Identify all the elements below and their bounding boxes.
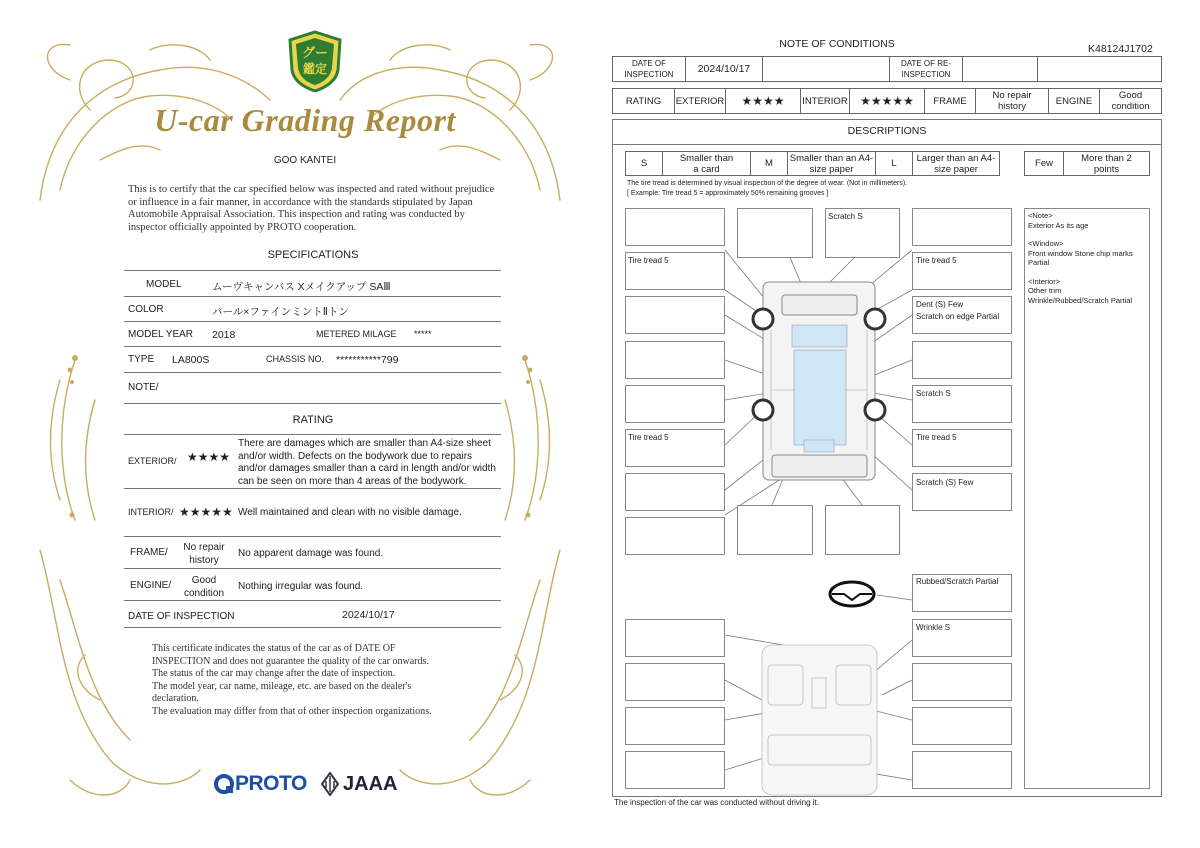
frame-label: FRAME — [924, 88, 976, 114]
legend-s: S — [625, 151, 663, 176]
damage-box — [625, 517, 725, 555]
damage-box — [825, 505, 900, 555]
rule — [124, 627, 501, 628]
exterior-label: EXTERIOR — [674, 88, 726, 114]
chassis-label: CHASSIS NO. — [266, 354, 325, 364]
footer-line: This certificate indicates the status of the car as of DATE OF — [152, 643, 396, 654]
blank-cell — [762, 56, 890, 82]
badge-top-text: グー — [301, 45, 328, 60]
type-value: LA800S — [172, 354, 210, 366]
frame-value: No repair history — [975, 88, 1049, 114]
damage-box — [625, 707, 725, 745]
inspection-footer: The inspection of the car was conducted without driving it. — [614, 798, 819, 807]
engine-value: Good condition — [183, 575, 225, 599]
interior-label: INTERIOR/ — [128, 507, 174, 517]
damage-box — [737, 505, 813, 555]
damage-box — [912, 208, 1012, 246]
label-text: DATE OF RE-INSPECTION — [900, 59, 952, 79]
specifications-heading: SPECIFICATIONS — [267, 249, 359, 261]
proto-mark-icon — [213, 773, 235, 795]
footer-line: The evaluation may differ from that of other inspection organizations. — [152, 705, 432, 717]
scratch-top-label: Scratch S — [828, 212, 863, 221]
window-text: Front window Stone chip marks Partial — [1028, 248, 1133, 267]
damage-box — [625, 751, 725, 789]
rating-label: RATING — [612, 88, 675, 114]
legend-s-desc: Smaller than a card — [662, 151, 751, 176]
legend-l-desc: Larger than an A4-size paper — [912, 151, 1000, 176]
rule — [124, 270, 501, 271]
frame-description: No apparent damage was found. — [238, 548, 384, 559]
damage-box — [625, 208, 725, 246]
damage-box — [625, 619, 725, 657]
damage-box — [625, 385, 725, 423]
certification-intro: This is to certify that the car specified below was inspected and rated without prejudice or influence in a fair manner, in accordance with the standards stipulated by Japan Automobile Appraisal Association. This inspection and rating was conducted by inspector officially appointed by PROTO cooperation. — [128, 184, 495, 233]
wrinkle-label: Wrinkle S — [916, 623, 951, 632]
damage-box — [625, 473, 725, 511]
notes-content — [1028, 211, 1148, 305]
rule — [124, 403, 501, 404]
proto-logo — [213, 771, 307, 797]
rating-heading: RATING — [292, 414, 334, 426]
report-subtitle: GOO KANTEI — [273, 155, 337, 166]
interior-stars: ★★★★★ — [849, 88, 925, 114]
jaaa-logo-text: JAAA — [343, 772, 398, 795]
label-text: DATE OF INSPECTION — [624, 59, 674, 79]
document-id: K48124J1702 — [1088, 43, 1153, 55]
frame-value: No repair history — [183, 542, 225, 566]
frame-label: FRAME/ — [130, 547, 168, 558]
damage-box — [912, 341, 1012, 379]
rule — [124, 488, 501, 489]
exterior-stars: ★★★★ — [725, 88, 801, 114]
reinspection-value — [962, 56, 1038, 82]
model-value: ムーヴキャンバス Xメイクアップ SAⅢ — [212, 281, 391, 293]
footer-line: The status of the car may change after the date of inspection. — [152, 668, 396, 679]
proto-logo-text: PROTO — [235, 772, 307, 795]
certificate-footer — [152, 643, 492, 718]
engine-description: Nothing irregular was found. — [238, 581, 364, 592]
descriptions-title: DESCRIPTIONS — [847, 125, 927, 137]
rule — [124, 346, 501, 347]
rule — [124, 434, 501, 435]
damage-box — [912, 663, 1012, 701]
blank-cell — [1037, 56, 1162, 82]
report-title: U-car Grading Report — [154, 102, 456, 138]
interior-title: <Interior> — [1028, 276, 1061, 286]
tread-note: The tire tread is determined by visual inspection of the degree of wear. (Not in millimeters). — [627, 180, 908, 187]
scratch-few-label: Scratch (S) Few — [916, 478, 974, 487]
mileage-label: METERED MILAGE — [316, 329, 397, 339]
date-inspection-label — [612, 56, 686, 82]
engine-label: ENGINE — [1048, 88, 1100, 114]
legend-l: L — [875, 151, 913, 176]
footer-line: declaration. — [152, 693, 199, 704]
legend-few-desc: More than 2 points — [1063, 151, 1150, 176]
wheel-rub-label: Rubbed/Scratch Partial — [916, 577, 999, 586]
rule — [124, 296, 501, 297]
rule — [124, 321, 501, 322]
badge-bottom-text: 鑑定 — [302, 62, 327, 76]
damage-box — [625, 341, 725, 379]
date-inspection-value: 2024/10/17 — [685, 56, 763, 82]
dent-text: Dent (S) Few — [916, 300, 964, 309]
interior-description: Well maintained and clean with no visible damage. — [238, 507, 462, 518]
damage-box — [912, 751, 1012, 789]
exterior-label: EXTERIOR/ — [128, 456, 177, 466]
color-value: パール×ファインミントⅡトン — [212, 306, 349, 318]
legend-few: Few — [1024, 151, 1064, 176]
goo-kantei-badge — [286, 30, 344, 92]
scratch-edge-text: Scratch on edge Partial — [916, 312, 1000, 321]
tire-fr-label: Tire tread 5 — [916, 256, 957, 265]
tire-rr-label: Tire tread 5 — [916, 433, 957, 442]
scratch-r-label: Scratch S — [916, 389, 951, 398]
interior-label: INTERIOR — [800, 88, 850, 114]
model-year-label: MODEL YEAR — [128, 329, 194, 340]
exterior-description: There are damages which are smaller than A4-size sheet and/or width. Defects on the bodywork due to repairs and/or damages smaller than a card in length and/or width can be seen on more than 4 areas of the bodywork. — [238, 438, 496, 487]
footer-line: INSPECTION and does not guarantee the quality of the car onwards. — [152, 655, 429, 667]
dent-label — [916, 300, 999, 322]
chassis-value: ***********799 — [336, 354, 399, 366]
date-of-inspection-value: 2024/10/17 — [342, 609, 395, 621]
conditions-title: NOTE OF CONDITIONS — [779, 38, 895, 50]
interior-text: Wrinkle/Rubbed/Scratch Partial — [1028, 295, 1133, 305]
interior-text: Other trim — [1028, 286, 1062, 295]
model-year-value: 2018 — [212, 329, 236, 341]
exterior-stars: ★★★★ — [187, 450, 231, 464]
mileage-value: ***** — [414, 329, 432, 339]
rule — [124, 536, 501, 537]
rule — [124, 568, 501, 569]
legend-m-desc: Smaller than an A4-size paper — [787, 151, 876, 176]
damage-box — [625, 296, 725, 334]
interior-stars: ★★★★★ — [179, 505, 233, 519]
tread-example: [ Example: Tire tread 5 = approximately 50% remaining grooves ] — [627, 190, 829, 197]
color-label: COLOR — [128, 304, 164, 315]
steering-wheel-icon — [830, 582, 874, 606]
note-text: Exterior As its age — [1028, 220, 1089, 230]
tire-fl-label: Tire tread 5 — [628, 256, 669, 265]
legend-m: M — [750, 151, 788, 176]
rule — [124, 372, 501, 373]
damage-box — [625, 663, 725, 701]
note-title: <Note> — [1028, 211, 1053, 220]
damage-box — [737, 208, 813, 258]
footer-line: The model year, car name, mileage, etc. are based on the dealer's — [152, 680, 412, 692]
reinspection-label — [889, 56, 963, 82]
model-label: MODEL — [146, 279, 182, 290]
jaaa-logo — [320, 771, 397, 797]
rule — [124, 600, 501, 601]
tire-rl-label: Tire tread 5 — [628, 433, 669, 442]
type-label: TYPE — [128, 354, 155, 365]
engine-value: Good condition — [1099, 88, 1162, 114]
note-label: NOTE/ — [128, 382, 159, 393]
date-of-inspection-label: DATE OF INSPECTION — [128, 611, 235, 622]
window-title: <Window> — [1028, 239, 1064, 248]
jaaa-mark-icon — [320, 772, 340, 796]
engine-label: ENGINE/ — [130, 580, 172, 591]
damage-box — [912, 707, 1012, 745]
